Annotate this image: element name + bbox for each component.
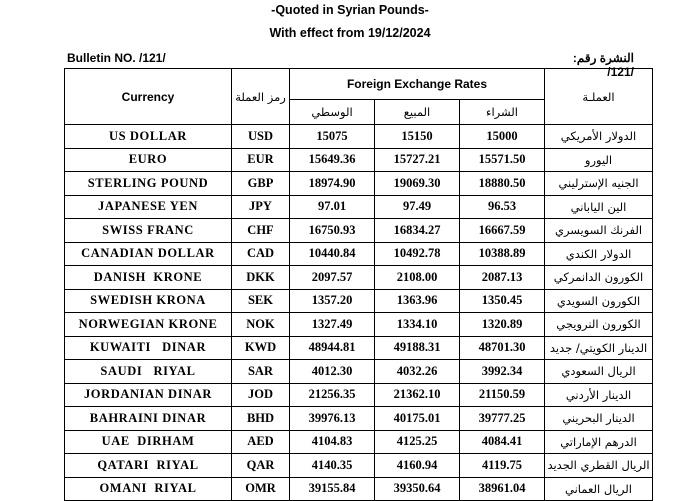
currency-name-arabic: الدولار الكندي — [545, 242, 653, 266]
buy-rate: 10388.89 — [460, 242, 545, 266]
buy-rate: 96.53 — [460, 195, 545, 219]
header-buy-rate: الشراء — [460, 100, 545, 125]
table-row — [65, 430, 653, 454]
currency-code: QAR — [232, 454, 290, 478]
currency-name: OMANI RIYAL — [65, 477, 232, 501]
sell-rate: 2108.00 — [375, 266, 460, 290]
table-row — [65, 383, 653, 407]
currency-code: CAD — [232, 242, 290, 266]
buy-rate: 1320.89 — [460, 313, 545, 337]
table-row — [65, 266, 653, 290]
buy-rate: 3992.34 — [460, 360, 545, 384]
header-currency: Currency — [65, 69, 232, 125]
buy-rate: 4084.41 — [460, 430, 545, 454]
table-header-row — [65, 69, 653, 100]
table-row — [65, 125, 653, 149]
currency-code: KWD — [232, 336, 290, 360]
middle-rate: 16750.93 — [290, 219, 375, 243]
table-row — [65, 172, 653, 196]
sell-rate: 4125.25 — [375, 430, 460, 454]
currency-name-arabic: الفرنك السويسري — [545, 219, 653, 243]
quote-currency-note: -Quoted in Syrian Pounds- — [271, 3, 429, 17]
bulletin-number-arabic: النشرة رقم: /121/ — [572, 51, 634, 79]
currency-code: JPY — [232, 195, 290, 219]
currency-code: DKK — [232, 266, 290, 290]
currency-name-arabic: الدينار البحريني — [545, 407, 653, 431]
currency-code: SEK — [232, 289, 290, 313]
table-row — [65, 242, 653, 266]
header-sell-rate: المبيع — [375, 100, 460, 125]
middle-rate: 10440.84 — [290, 242, 375, 266]
currency-name-arabic: الريال القطري الجديد — [545, 454, 653, 478]
bulletin-number: Bulletin NO. /121/ — [67, 51, 166, 65]
currency-name-arabic: الدينار الأردني — [545, 383, 653, 407]
sell-rate: 21362.10 — [375, 383, 460, 407]
buy-rate: 21150.59 — [460, 383, 545, 407]
buy-rate: 16667.59 — [460, 219, 545, 243]
middle-rate: 1357.20 — [290, 289, 375, 313]
currency-name: SWEDISH KRONA — [65, 289, 232, 313]
currency-name: US DOLLAR — [65, 125, 232, 149]
sell-rate: 97.49 — [375, 195, 460, 219]
currency-name-arabic: الكورون السويدي — [545, 289, 653, 313]
middle-rate: 2097.57 — [290, 266, 375, 290]
sell-rate: 16834.27 — [375, 219, 460, 243]
middle-rate: 4140.35 — [290, 454, 375, 478]
buy-rate: 2087.13 — [460, 266, 545, 290]
middle-rate: 15649.36 — [290, 148, 375, 172]
buy-rate: 38961.04 — [460, 477, 545, 501]
currency-name: NORWEGIAN KRONE — [65, 313, 232, 337]
currency-code: SAR — [232, 360, 290, 384]
sell-rate: 39350.64 — [375, 477, 460, 501]
currency-code: NOK — [232, 313, 290, 337]
table-row — [65, 336, 653, 360]
header-foreign-exchange-rates: Foreign Exchange Rates — [290, 69, 545, 100]
sell-rate: 10492.78 — [375, 242, 460, 266]
buy-rate: 39777.25 — [460, 407, 545, 431]
sell-rate: 40175.01 — [375, 407, 460, 431]
table-row — [65, 148, 653, 172]
header-currency-code: رمز العملة — [232, 69, 290, 125]
currency-code: USD — [232, 125, 290, 149]
table-row — [65, 454, 653, 478]
currency-name: JAPANESE YEN — [65, 195, 232, 219]
currency-name: STERLING POUND — [65, 172, 232, 196]
currency-code: OMR — [232, 477, 290, 501]
sell-rate: 1334.10 — [375, 313, 460, 337]
table-row — [65, 313, 653, 337]
currency-name: JORDANIAN DINAR — [65, 383, 232, 407]
sell-rate: 4032.26 — [375, 360, 460, 384]
currency-name-arabic: الكورون الدانمركي — [545, 266, 653, 290]
table-row — [65, 360, 653, 384]
sell-rate: 15727.21 — [375, 148, 460, 172]
currency-name: SAUDI RIYAL — [65, 360, 232, 384]
middle-rate: 97.01 — [290, 195, 375, 219]
currency-name-arabic: الريال العماني — [545, 477, 653, 501]
currency-name-arabic: الكورون النرويجي — [545, 313, 653, 337]
buy-rate: 1350.45 — [460, 289, 545, 313]
table-row — [65, 289, 653, 313]
header-currency-arabic: العملـة — [545, 69, 653, 125]
currency-code: JOD — [232, 383, 290, 407]
middle-rate: 48944.81 — [290, 336, 375, 360]
table-row — [65, 219, 653, 243]
buy-rate: 15571.50 — [460, 148, 545, 172]
header-middle-rate: الوسطي — [290, 100, 375, 125]
sell-rate: 19069.30 — [375, 172, 460, 196]
currency-name-arabic: الين الياباني — [545, 195, 653, 219]
currency-name-arabic: الدرهم الإماراتي — [545, 430, 653, 454]
currency-name: DANISH KRONE — [65, 266, 232, 290]
currency-name: EURO — [65, 148, 232, 172]
currency-name: KUWAITI DINAR — [65, 336, 232, 360]
currency-name-arabic: الدولار الأمريكي — [545, 125, 653, 149]
currency-name: CANADIAN DOLLAR — [65, 242, 232, 266]
sell-rate: 1363.96 — [375, 289, 460, 313]
currency-code: GBP — [232, 172, 290, 196]
currency-name: SWISS FRANC — [65, 219, 232, 243]
exchange-rates-table — [64, 68, 653, 501]
middle-rate: 1327.49 — [290, 313, 375, 337]
currency-name-arabic: الريال السعودي — [545, 360, 653, 384]
middle-rate: 39976.13 — [290, 407, 375, 431]
middle-rate: 21256.35 — [290, 383, 375, 407]
middle-rate: 4104.83 — [290, 430, 375, 454]
middle-rate: 4012.30 — [290, 360, 375, 384]
table-row — [65, 195, 653, 219]
table-row — [65, 477, 653, 501]
buy-rate: 18880.50 — [460, 172, 545, 196]
currency-name-arabic: اليورو — [545, 148, 653, 172]
middle-rate: 18974.90 — [290, 172, 375, 196]
sell-rate: 4160.94 — [375, 454, 460, 478]
currency-code: AED — [232, 430, 290, 454]
middle-rate: 15075 — [290, 125, 375, 149]
currency-code: BHD — [232, 407, 290, 431]
buy-rate: 48701.30 — [460, 336, 545, 360]
buy-rate: 15000 — [460, 125, 545, 149]
table-row — [65, 407, 653, 431]
sell-rate: 15150 — [375, 125, 460, 149]
currency-name-arabic: الجنيه الإسترليني — [545, 172, 653, 196]
currency-name-arabic: الدينار الكويتي/ جديد — [545, 336, 653, 360]
currency-name: UAE DIRHAM — [65, 430, 232, 454]
middle-rate: 39155.84 — [290, 477, 375, 501]
sell-rate: 49188.31 — [375, 336, 460, 360]
currency-name: QATARI RIYAL — [65, 454, 232, 478]
currency-code: EUR — [232, 148, 290, 172]
currency-name: BAHRAINI DINAR — [65, 407, 232, 431]
effective-date: With effect from 19/12/2024 — [269, 26, 431, 40]
currency-code: CHF — [232, 219, 290, 243]
buy-rate: 4119.75 — [460, 454, 545, 478]
